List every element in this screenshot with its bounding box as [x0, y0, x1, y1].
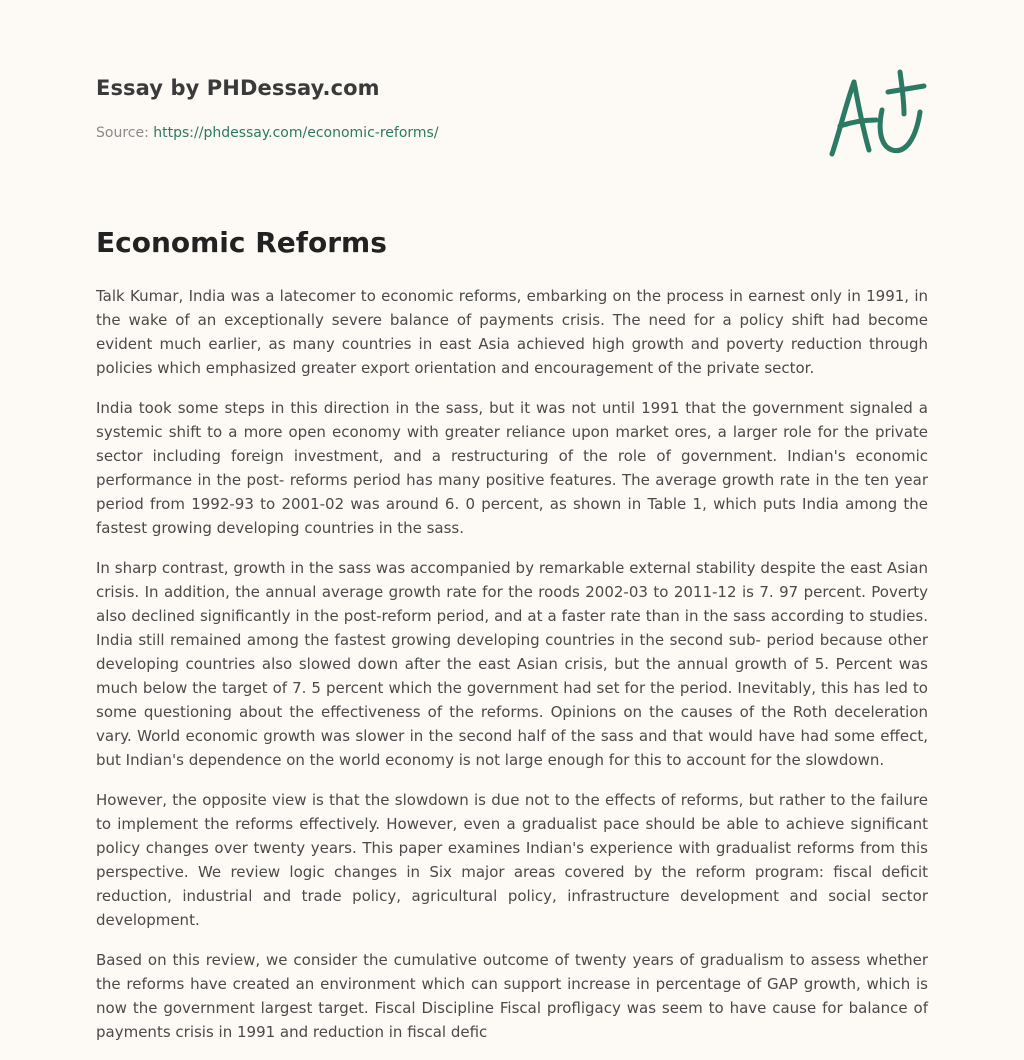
- essay-body: [96, 284, 928, 1060]
- essay-paragraph: In sharp contrast, growth in the sass was accompanied by remarkable external stability despite the east Asian crisis. In addition, the annual average growth rate for the roods 2002-03 to 2011-12 is 7. 97 percent. Poverty also declined significantly in the post-reform period, and at a faster rate than in the sass according to studies. India still remained among the fastest growing developing countries in the second sub- period because other developing countries also slowed down after the east Asian crisis, but the annual growth of 5. Percent was much below the target of 7. 5 percent which the government had set for the period. Inevitably, this has led to some questioning about the effectiveness of the reforms. Opinions on the causes of the Roth deceleration vary. World economic growth was slower in the second half of the sass and that would have had some effect, but Indian's dependence on the world economy is not large enough for this to account for the slowdown.: [96, 559, 928, 769]
- essay-title: Economic Reforms: [96, 226, 387, 259]
- source-line: [96, 125, 439, 141]
- brand-title: Essay by PHDessay.com: [96, 76, 380, 100]
- essay-paragraph: Talk Kumar, India was a latecomer to economic reforms, embarking on the process in earnest only in 1991, in the wake of an exceptionally severe balance of payments crisis. The need for a policy shift had become evident much earlier, as many countries in east Asia achieved high growth and poverty reduction through policies which emphasized greater export orientation and encouragement of the private sector.: [96, 287, 928, 377]
- essay-paragraph: Based on this review, we consider the cumulative outcome of twenty years of gradualism to assess whether the reforms have created an environment which can support increase in percentage of GAP growth, which is now the government largest target. Fiscal Discipline Fiscal profligacy was seem to have cause for balance of payments crisis in 1991 and reduction in fiscal defic: [96, 951, 928, 1041]
- essay-paragraph: India took some steps in this direction in the sass, but it was not until 1991 that the government signaled a systemic shift to a more open economy with greater reliance upon market ores, a larger role for the private sector including foreign investment, and a restructuring of the role of government. Indian's economic performance in the post- reforms period has many positive features. The average growth rate in the ten year period from 1992-93 to 2001-02 was around 6. 0 percent, as shown in Table 1, which puts India among the fastest growing developing countries in the sass.: [96, 399, 928, 537]
- page-header: [96, 72, 928, 182]
- a-plus-logo-icon: [824, 68, 928, 164]
- source-link[interactable]: https://phdessay.com/economic-reforms/: [153, 125, 439, 141]
- source-label: Source:: [96, 125, 149, 141]
- essay-paragraph: However, the opposite view is that the slowdown is due not to the effects of reforms, but rather to the failure to implement the reforms effectively. However, even a gradualist pace should be able to achieve significant policy changes over twenty years. This paper examines Indian's experience with gradualist reforms from this perspective. We review logic changes in Six major areas covered by the reform program: fiscal deficit reduction, industrial and trade policy, agricultural policy, infrastructure development and social sector development.: [96, 791, 928, 929]
